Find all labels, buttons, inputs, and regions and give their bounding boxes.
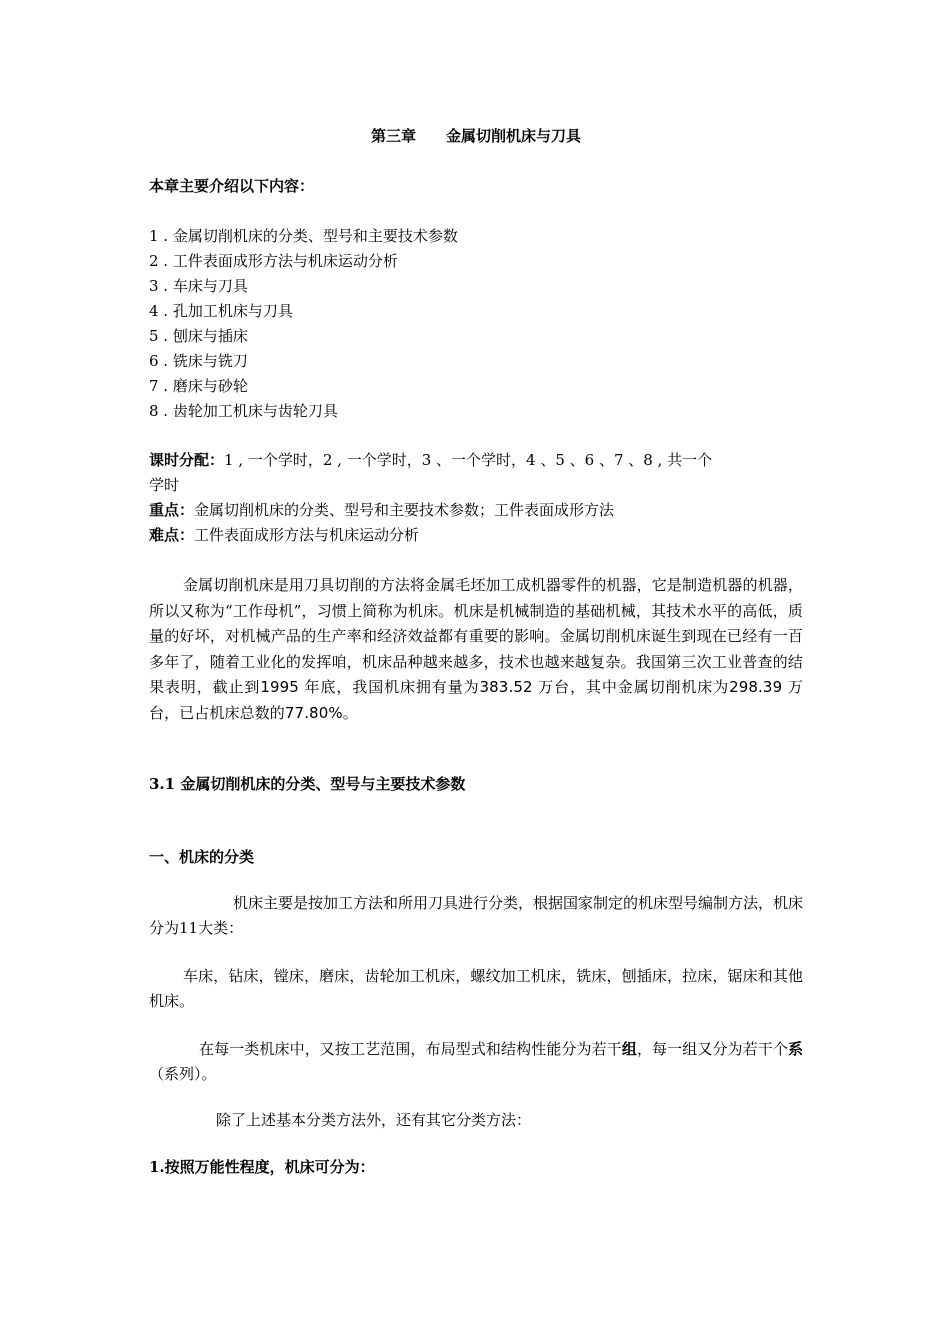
key-points-label: 重点： (149, 501, 195, 519)
chapter-title: 第三章 金属切削机床与刀具 (370, 127, 581, 145)
series-term: 系 (787, 1040, 803, 1058)
list-item: 7 . 磨床与砂轮 (149, 377, 248, 395)
para-classify: 机床主要是按加工方法和所用刀具进行分类，根据国家制定的机床型号编制方法，机床分为11大类： (149, 894, 804, 937)
contents-list (149, 224, 803, 424)
schedule (149, 448, 803, 498)
percent-value: 77.80% (284, 703, 343, 722)
list-item: 8 . 齿轮加工机床与齿轮刀具 (149, 402, 338, 420)
list-item: 6 . 铣床与铣刀 (149, 352, 248, 370)
para-other: 除了上述基本分类方法外，还有其它分类方法： (216, 1111, 532, 1129)
intro-text-1: 金属切削机床是用刀具切削的方法将金属毛坯加工成机器零件的机器，它是制造机器的机器，所以又称为“工作母机”，习惯上简称为机床。机床是机械制造的基础机械，其技术水平的高低，质量的好坏，对机械产品的生产率和经济效益都有重要的影响。金属切削机床诞生到现在已经有一百多年了，随着工业化的发挥咱，机床品种越来越多，技术也越来越复杂。我国第三次工业普查的结果表明，截止到 (149, 576, 803, 696)
list-item: 2 . 工件表面成形方法与机床运动分析 (149, 252, 398, 270)
groups-text-2: ，每一组又分为若干个 (636, 1040, 788, 1058)
list-item: 1 . 金属切削机床的分类、型号和主要技术参数 (149, 227, 458, 245)
group-term: 组 (621, 1040, 637, 1058)
list-item: 3 . 车床与刀具 (149, 277, 248, 295)
para-types: 车床，钻床，镗床，磨床，齿轮加工机床，螺纹加工机床，铣床，刨插床，拉床，锯床和其他机床。 (149, 967, 803, 1010)
schedule-text: 1 , 一个学时，2 , 一个学时，3 、一个学时，4 、5 、6 、7 、8 , 共一个 (224, 451, 713, 469)
numbered-heading: 1.按照万能性程度，机床可分为： (149, 1158, 375, 1176)
intro-heading: 本章主要介绍以下内容： (149, 177, 315, 195)
cutting-value: 298.39 (729, 678, 783, 696)
difficulties-label: 难点： (149, 526, 195, 544)
key-points-text: 金属切削机床的分类、型号和主要技术参数；工件表面成形方法 (194, 501, 615, 519)
total-value: 383.52 (479, 678, 533, 696)
intro-text-2: 年底，我国机床拥有量为 (298, 678, 480, 696)
schedule-line-1 (149, 448, 803, 473)
schedule-line-2: 学时 (149, 476, 180, 494)
groups-text-1: 在每一类机床中，又按工艺范围，布局型式和结构性能分为若干 (199, 1040, 622, 1058)
year-value: 1995 (260, 678, 299, 696)
intro-text-4: 万台，已占机床总数的 (149, 678, 803, 722)
intro-text-3: 万台，其中金属切削机床为 (532, 678, 730, 696)
groups-text-3: （系列）。 (149, 1065, 217, 1083)
list-item: 4 . 孔加工机床与刀具 (149, 302, 293, 320)
intro-paragraph (149, 573, 803, 726)
difficulties-text: 工件表面成形方法与机床运动分析 (194, 526, 420, 544)
key-points (149, 498, 803, 523)
para-groups (149, 1037, 803, 1087)
section-heading: 3.1 金属切削机床的分类、型号与主要技术参数 (149, 775, 466, 793)
schedule-label: 课时分配： (149, 451, 225, 469)
subsection-heading: 一、机床的分类 (149, 848, 255, 866)
difficulties (149, 523, 803, 548)
intro-text-5: 。 (342, 703, 358, 722)
list-item: 5 . 刨床与插床 (149, 327, 248, 345)
